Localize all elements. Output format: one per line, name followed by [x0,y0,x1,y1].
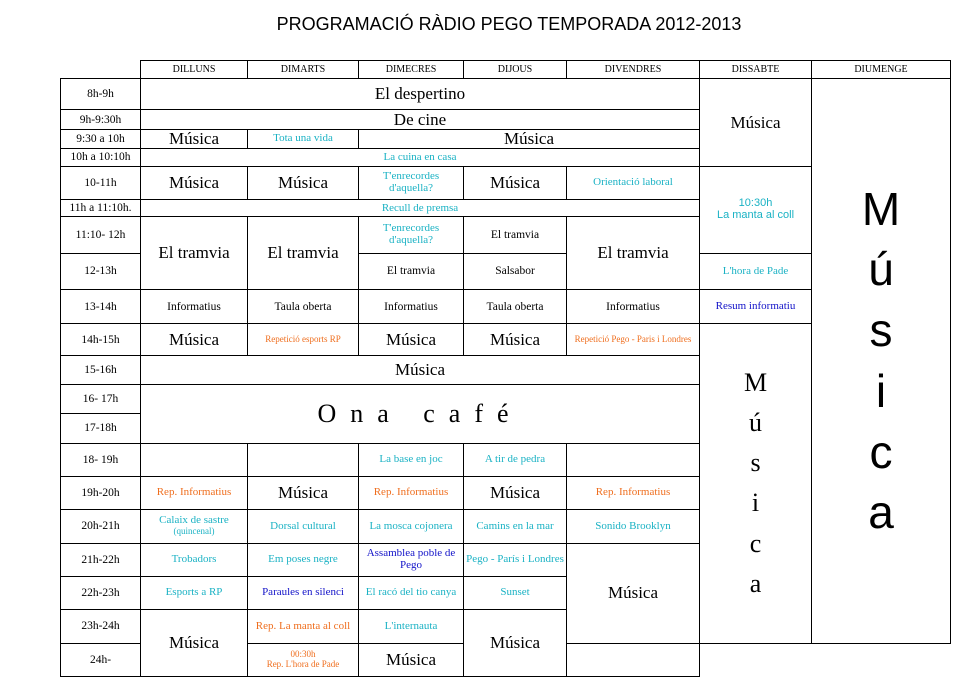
program-cell: L'hora de Pade [700,253,812,289]
program-cell: T'enrecordes d'aquella? [359,166,464,199]
vertical-letter: M [743,367,768,397]
program-cell: Rep. Informatius [359,476,464,509]
hour-label: 17-18h [61,414,141,443]
program-cell: El tramvia [567,217,700,290]
program-title: Calaix de sastre [159,513,229,526]
program-cell: Tota una vida [248,129,359,148]
empty-cell [567,443,700,476]
day-header: DIMECRES [359,61,464,79]
program-cell: Ona café [141,385,700,444]
program-cell: Música [141,129,248,148]
hour-label: 20h-21h [61,510,141,543]
vertical-letter: i [751,488,760,518]
program-cell: La cuina en casa [141,148,700,166]
hour-label: 15-16h [61,355,141,384]
program-cell: La base en joc [359,443,464,476]
program-cell: Paraules en silenci [248,576,359,609]
program-cell: Música [464,324,567,355]
vertical-letter: s [869,304,893,357]
program-cell: Trobadors [141,543,248,576]
program-cell: Rep. Informatius [141,476,248,509]
day-header: DILLUNS [141,61,248,79]
program-cell: Salsabor [464,253,567,289]
program-cell: De cine [141,110,700,129]
sunday-musica-cell [812,79,951,643]
program-cell: Pego - París i Londres [464,543,567,576]
empty-cell [141,443,248,476]
saturday-musica-cell [700,324,812,643]
program-cell: Música [359,129,700,148]
program-cell: Em poses negre [248,543,359,576]
hour-label: 19h-20h [61,476,141,509]
program-cell: Música [141,355,700,384]
hour-label: 24h- [61,643,141,676]
day-header: DIMARTS [248,61,359,79]
header-corner [61,61,141,79]
hour-label: 11h a 11:10h. [61,200,141,217]
program-cell: Informatius [141,290,248,324]
day-header: DIVENDRES [567,61,700,79]
hour-label: 21h-22h [61,543,141,576]
page-title: PROGRAMACIÓ RÀDIO PEGO TEMPORADA 2012-2013 [276,14,742,34]
schedule-table [60,60,951,677]
program-cell: La mosca cojonera [359,510,464,543]
program-cell: El tramvia [464,217,567,253]
program-cell: Assamblea poble de Pego [359,543,464,576]
program-cell: Música [248,166,359,199]
program-cell: Rep. La manta al coll [248,610,359,643]
vertical-letter: a [749,569,762,599]
program-cell: Recull de premsa [141,200,700,217]
program-cell: Música [359,324,464,355]
program-cell: Música [141,610,248,677]
vertical-letter: ú [868,243,894,296]
program-cell: Música [567,543,700,643]
program-cell: Dorsal cultural [248,510,359,543]
program-cell [700,166,812,253]
program-cell: Informatius [359,290,464,324]
hour-label: 22h-23h [61,576,141,609]
program-cell: El tramvia [359,253,464,289]
vertical-letter: i [875,364,887,417]
program-cell: Taula oberta [248,290,359,324]
vertical-letter: s [750,448,761,478]
hour-label: 11:10- 12h [61,217,141,253]
program-cell [248,643,359,676]
empty-cell [248,443,359,476]
program-cell: Repetició Pego - Paris i Londres [567,324,700,355]
program-cell: El tramvia [141,217,248,290]
hour-label: 13-14h [61,290,141,324]
program-cell: Música [359,643,464,676]
program-cell [141,510,248,543]
vertical-letter: c [869,425,893,478]
hour-label: 14h-15h [61,324,141,355]
program-title: La manta al coll [716,208,795,221]
program-note: (quincenal) [173,526,215,537]
program-cell: Música [700,79,812,167]
program-cell: L'internauta [359,610,464,643]
day-header: DISSABTE [700,61,812,79]
empty-cell [567,643,700,676]
program-cell: Música [464,166,567,199]
program-cell: Música [464,610,567,677]
hour-label: 16- 17h [61,385,141,414]
vertical-letter: ú [749,407,762,437]
vertical-letter: M [861,182,901,235]
hour-label: 10-11h [61,166,141,199]
vertical-letter: a [868,486,894,539]
program-cell: Informatius [567,290,700,324]
program-cell: Resum informatiu [700,290,812,324]
program-time: 00:30h [290,649,316,660]
program-cell: Música [141,166,248,199]
program-cell: Taula oberta [464,290,567,324]
program-cell: Rep. Informatius [567,476,700,509]
program-time: 10:30h [738,197,773,210]
program-cell: T'enrecordes d'aquella? [359,217,464,253]
program-title: Rep. L'hora de Pade [266,658,340,669]
program-cell: El despertino [141,79,700,110]
day-header-row [61,61,951,79]
program-cell: Música [464,476,567,509]
schedule-row [61,79,951,110]
hour-label: 12-13h [61,253,141,289]
program-cell: A tir de pedra [464,443,567,476]
hour-label: 9:30 a 10h [61,129,141,148]
program-cell: Sonido Brooklyn [567,510,700,543]
day-header: DIJOUS [464,61,567,79]
program-cell: Repetició esports RP [248,324,359,355]
hour-label: 9h-9:30h [61,110,141,129]
hour-label: 10h a 10:10h [61,148,141,166]
vertical-letter: c [749,528,762,558]
program-cell: Música [141,324,248,355]
day-header: DIUMENGE [812,61,951,79]
program-cell: Sunset [464,576,567,609]
hour-label: 23h-24h [61,610,141,643]
hour-label: 18- 19h [61,443,141,476]
program-cell: El tramvia [248,217,359,290]
program-cell: Camins en la mar [464,510,567,543]
program-cell: Música [248,476,359,509]
program-cell: Orientació laboral [567,166,700,199]
program-cell: El racó del tio canya [359,576,464,609]
hour-label: 8h-9h [61,79,141,110]
program-cell: Esports a RP [141,576,248,609]
